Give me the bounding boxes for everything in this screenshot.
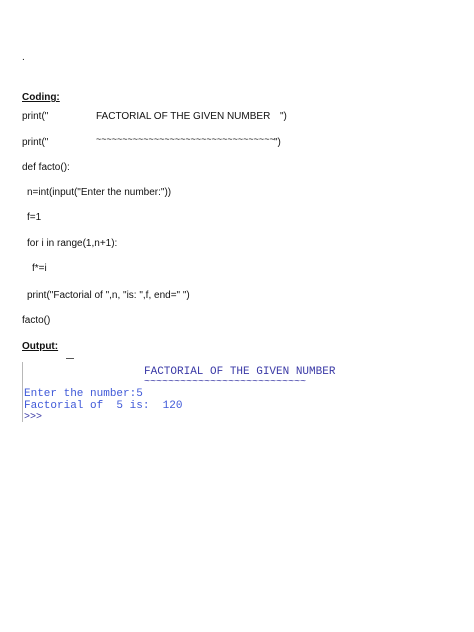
console-tilde-line: ~~~~~~~~~~~~~~~~~~~~~~~~~~~ — [144, 377, 307, 388]
code-line-print-close-2: ") — [274, 137, 281, 148]
code-line-print-close: ") — [280, 111, 287, 122]
code-line-def: def facto(): — [22, 162, 70, 173]
console-title: FACTORIAL OF THE GIVEN NUMBER — [144, 366, 336, 378]
code-line-init: f=1 — [27, 212, 42, 223]
code-line-tilde: ~~~~~~~~~~~~~~~~~~~~~~~~~~~~~~~~~~ — [96, 134, 275, 144]
console-shell-prompt: >>> — [24, 412, 43, 423]
console-prompt-line: Enter the number:5 — [24, 388, 143, 400]
code-line-for: for i in range(1,n+1): — [27, 238, 118, 249]
code-line-print-result: print("Factorial of ",n, "is: ",f, end=" ") — [27, 290, 190, 301]
coding-heading: Coding: — [22, 92, 60, 103]
code-line-input: n=int(input("Enter the number:")) — [27, 187, 172, 198]
console-border — [22, 362, 23, 422]
console-output — [22, 358, 362, 423]
code-line-print-title: FACTORIAL OF THE GIVEN NUMBER — [96, 111, 271, 122]
code-line-print-open-2: print(" — [22, 137, 49, 148]
code-line-multiply: f*=i — [32, 263, 47, 274]
output-heading: Output: — [22, 341, 59, 352]
console-result-line: Factorial of 5 is: 120 — [24, 400, 183, 412]
code-line-print-open: print(" — [22, 111, 49, 122]
leading-mark: . — [22, 52, 25, 63]
console-tick-mark — [66, 358, 74, 359]
code-line-call: facto() — [22, 315, 51, 326]
